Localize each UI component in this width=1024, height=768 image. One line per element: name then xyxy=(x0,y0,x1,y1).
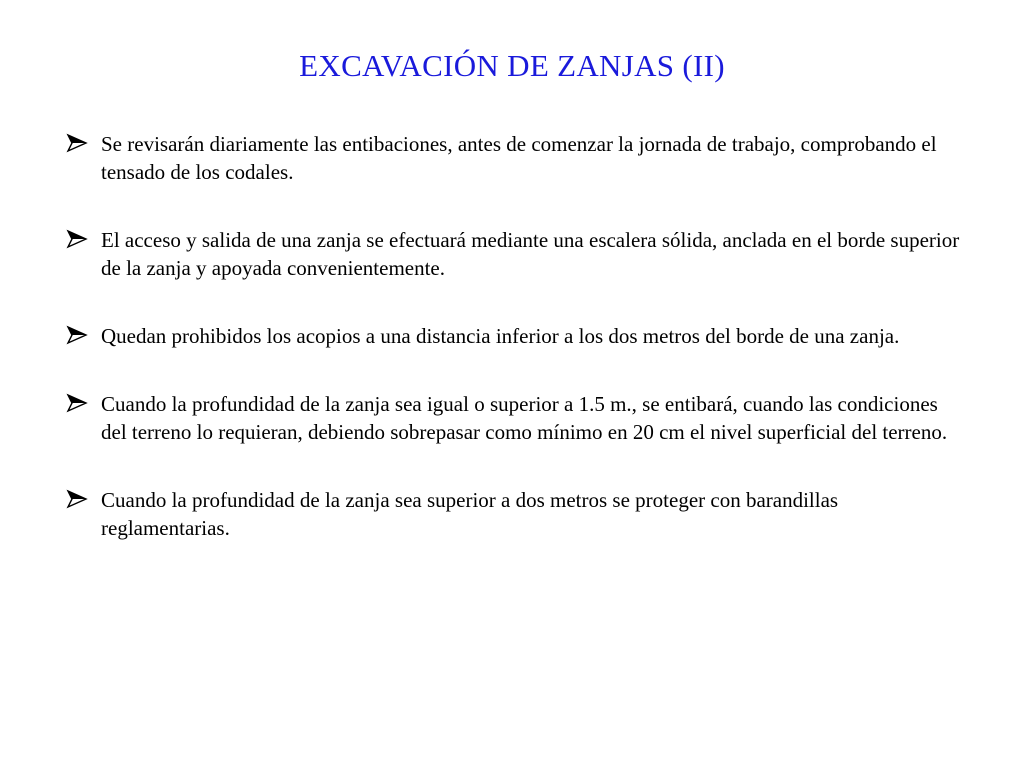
bullet-text: Quedan prohibidos los acopios a una distancia inferior a los dos metros del borde de una zanja. xyxy=(101,324,900,348)
bullet-text: Cuando la profundidad de la zanja sea igual o superior a 1.5 m., se entibará, cuando las condiciones del terreno lo requieran, debiendo sobrepasar como mínimo en 20 cm el nivel superficial del terreno. xyxy=(101,392,948,444)
bullet-text: Se revisarán diariamente las entibaciones, antes de comenzar la jornada de trabajo, comprobando el tensado de los codales. xyxy=(101,132,937,184)
bullet-list xyxy=(66,130,966,582)
bullet-text: El acceso y salida de una zanja se efectuará mediante una escalera sólida, anclada en el borde superior de la zanja y apoyada convenientemente. xyxy=(101,228,960,280)
bullet-item xyxy=(66,130,966,186)
arrowhead-bullet-icon xyxy=(66,324,88,346)
bullet-item xyxy=(66,486,966,542)
bullet-text: Cuando la profundidad de la zanja sea superior a dos metros se proteger con barandillas reglamentarias. xyxy=(101,488,839,540)
bullet-item xyxy=(66,322,966,350)
bullet-item xyxy=(66,390,966,446)
arrowhead-bullet-icon xyxy=(66,488,88,510)
arrowhead-bullet-icon xyxy=(66,392,88,414)
slide-title: EXCAVACIÓN DE ZANJAS (II) xyxy=(299,48,725,83)
arrowhead-bullet-icon xyxy=(66,228,88,250)
arrowhead-bullet-icon xyxy=(66,132,88,154)
bullet-item xyxy=(66,226,966,282)
